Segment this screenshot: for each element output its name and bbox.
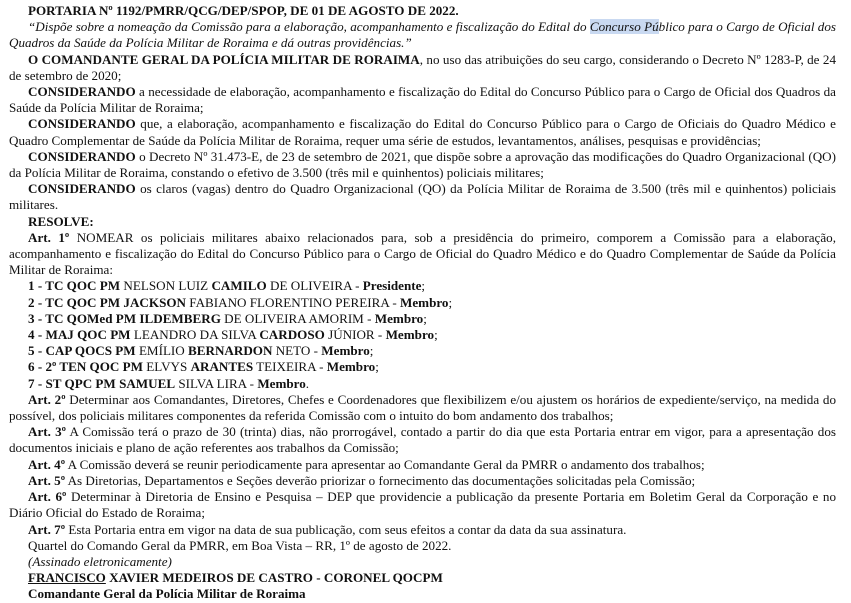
opening-paragraph: O COMANDANTE GERAL DA POLÍCIA MILITAR DE RORAIMA, no uso das atribuições do seu cargo, considerando o Decreto Nº 1283-P, de 24 de setembro de 2020; [9, 51, 836, 83]
signer-name: FRANCISCO XAVIER MEDEIROS DE CASTRO - CORONEL QOCPM [28, 570, 443, 586]
article-3: Art. 3º A Comissão terá o prazo de 30 (trinta) dias, não prorrogável, contado a partir do dia que esta Portaria entrar em vigor, para a apresentação dos documentos iniciais e plano de ação referentes aos trabalhos da Comissão; [9, 424, 836, 456]
member-item: 6 - 2º TEN QOC PM ELVYS ARANTES TEIXEIRA - Membro; [28, 359, 379, 375]
member-item: 3 - TC QOMed PM ILDEMBERG DE OLIVEIRA AMORIM - Membro; [28, 310, 427, 326]
selected-text-highlight[interactable]: Concurso Pú [589, 19, 659, 35]
signature-note: (Assinado eletronicamente) [28, 553, 172, 569]
considerando-paragraph: CONSIDERANDO o Decreto Nº 31.473-E, de 23 de setembro de 2021, que dispõe sobre a aprovação das modificações do Quadro Organizacional (QO) da Polícia Militar de Roraima, constando o efetivo de 3.500 (três mil e quinhentos) policiais militares; [9, 148, 836, 181]
member-item: 4 - MAJ QOC PM LEANDRO DA SILVA CARDOSO JÚNIOR - Membro; [28, 327, 438, 343]
signer-title: Comandante Geral da Polícia Militar de Roraima [28, 586, 306, 602]
resolve-heading: RESOLVE: [28, 213, 94, 229]
member-item: 2 - TC QOC PM JACKSON FABIANO FLORENTINO PEREIRA - Membro; [28, 294, 453, 310]
member-item: 5 - CAP QOCS PM EMÍLIO BERNARDON NETO - Membro; [28, 343, 374, 359]
member-list [9, 278, 836, 391]
considerando-paragraph: CONSIDERANDO que, a elaboração, acompanhamento e fiscalização do Edital do Concurso Público para o Cargo de Oficiais do Quadro Médico e Quadro Complementar de Saúde da Polícia Militar de Roraima, requer uma série de estudos, levantamentos, análises, pesquisas e providências; [9, 116, 836, 148]
article-7: Art. 7º Esta Portaria entra em vigor na data de sua publicação, com seus efeitos a contar da data da sua assinatura. [28, 521, 627, 537]
ementa: “Dispõe sobre a nomeação da Comissão para a elaboração, acompanhamento e fiscalização do Edital do Concurso Público para o Cargo de Oficial dos Quadros da Saúde da Polícia Militar de Roraima e dá outras providências.” [9, 19, 836, 51]
considerando-paragraph: CONSIDERANDO os claros (vagas) dentro do Quadro Organizacional (QO) da Polícia Militar de Roraima de 3.500 (três mil e quinhentos) policiais militares. [9, 181, 836, 213]
member-item: 7 - ST QPC PM SAMUEL SILVA LIRA - Membro. [28, 375, 310, 391]
article-6: Art. 6º Determinar à Diretoria de Ensino e Pesquisa – DEP que providencie a publicação da presente Portaria em Boletim Geral da Corporação e no Diário Oficial do Estado de Roraima; [9, 489, 836, 521]
member-item: 1 - TC QOC PM NELSON LUIZ CAMILO DE OLIVEIRA - Presidente; [28, 278, 426, 294]
article-4: Art. 4º A Comissão deverá se reunir periodicamente para apresentar ao Comandante Geral da PMRR o andamento dos trabalhos; [28, 456, 705, 472]
considerando-paragraph: CONSIDERANDO a necessidade de elaboração, acompanhamento e fiscalização do Edital do Concurso Público para o Cargo de Oficial dos Quadros da Saúde da Polícia Militar de Roraima; [9, 84, 836, 116]
article-5: Art. 5º As Diretorias, Departamentos e Seções deverão priorizar o fornecimento das documentações solicitadas pela Comissão; [28, 472, 696, 488]
article-1: Art. 1º NOMEAR os policiais militares abaixo relacionados para, sob a presidência do primeiro, comporem a Comissão para a elaboração, acompanhamento e fiscalização do Edital do Concurso Público para o Cargo de Oficial do Quadro Médico e do Quadro Complementar de Saúde da Polícia Militar de Roraima: [9, 229, 837, 278]
article-2: Art. 2º Determinar aos Comandantes, Diretores, Chefes e Coordenadores que flexibilizem e/ou ajustem os horários de expediente/serviço, na medida do possível, dos policiais militares componentes da referida Comissão com o intuito do bom andamento dos trabalhos; [9, 391, 836, 424]
portaria-title: PORTARIA Nº 1192/PMRR/QCG/DEP/SPOP, DE 01 DE AGOSTO DE 2022. [28, 3, 459, 18]
place-date: Quartel do Comando Geral da PMRR, em Boa Vista – RR, 1º de agosto de 2022. [28, 537, 452, 553]
